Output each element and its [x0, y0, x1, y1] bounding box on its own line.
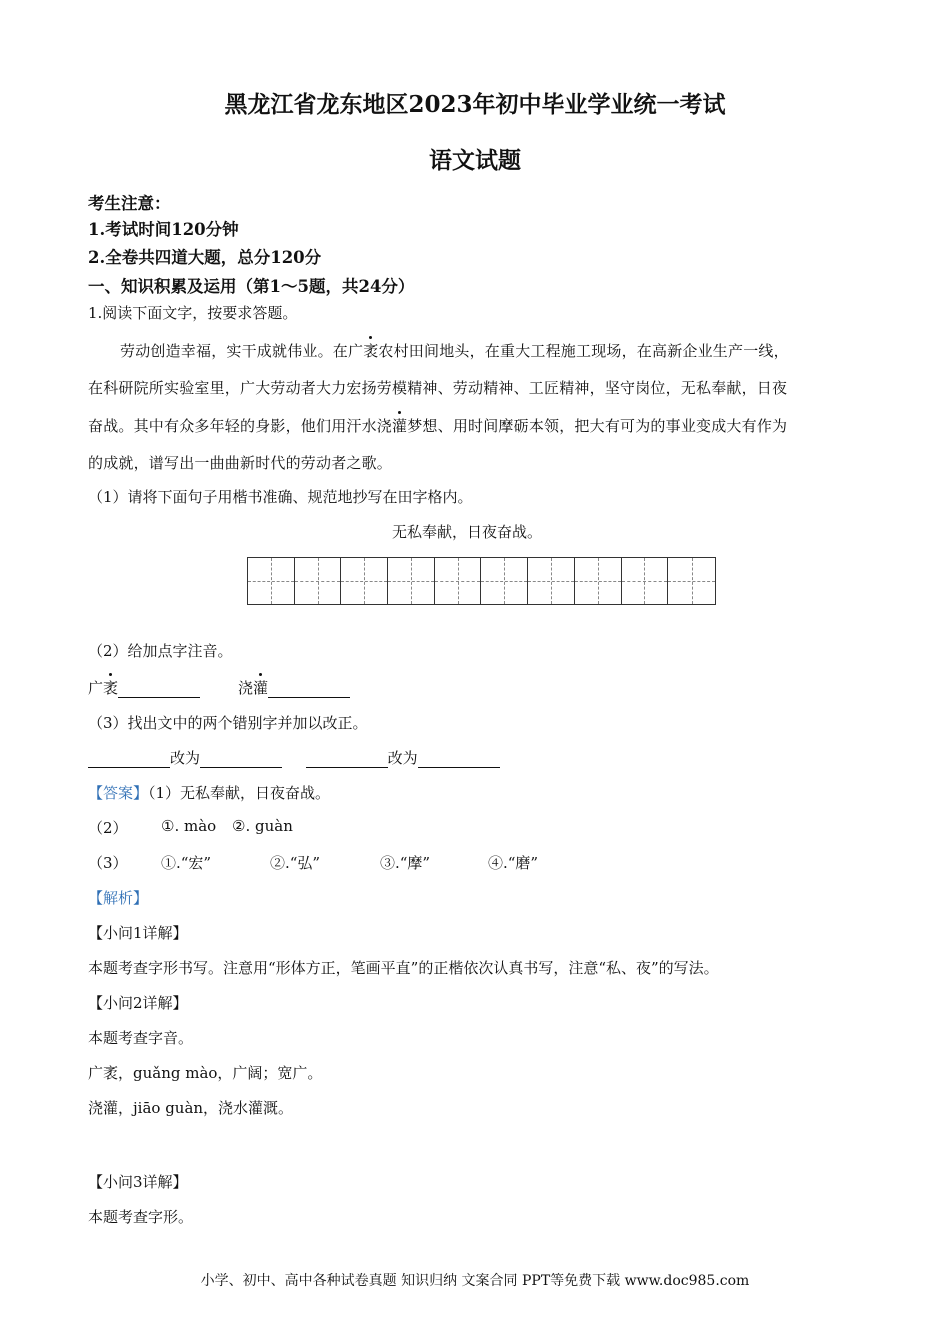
change-label: 改为: [387, 749, 418, 767]
grid-cell[interactable]: [248, 558, 295, 604]
answer-text: （1）无私奉献，日夜奋战。: [148, 784, 331, 802]
passage-text: 农村田间地头，在重大工程施工现场，在高新企业生产一线，: [378, 342, 789, 360]
answer-2-num: （2）: [88, 819, 128, 837]
grid-cell[interactable]: [341, 558, 388, 604]
answer-blank[interactable]: [306, 752, 388, 768]
analysis-q2-text: 本题考查字音。: [88, 1029, 194, 1047]
grid-cell[interactable]: [668, 558, 715, 604]
analysis-q1-text: 本题考查字形书写。注意用“形体方正，笔画平直”的正楷依次认真书写，注意“私、夜”的写法。: [88, 959, 719, 977]
analysis-q2-line-1: 广袤，guǎng mào，广阔；宽广。: [88, 1064, 323, 1082]
grid-cell[interactable]: [528, 558, 575, 604]
answer-3-item-2: ②.“弘”: [270, 854, 321, 872]
passage-text: 劳动创造幸福，实干成就伟业。在广: [120, 342, 364, 360]
grid-cell[interactable]: [481, 558, 528, 604]
exam-subtitle: 语文试题: [429, 147, 521, 174]
sub-question-2: （2）给加点字注音。: [88, 642, 233, 660]
dotted-char: 袤: [103, 679, 119, 697]
analysis-q3-heading: 【小问3详解】: [88, 1173, 188, 1191]
analysis-q1-heading: 【小问1详解】: [88, 924, 188, 942]
correction-blanks: [88, 747, 500, 768]
analysis-q3-text: 本题考查字形。: [88, 1208, 194, 1226]
answer-2-item-1: ①. mào: [161, 817, 217, 835]
dotted-char: 灌: [392, 417, 408, 435]
answer-blank[interactable]: [88, 752, 170, 768]
answer-blank[interactable]: [268, 682, 350, 698]
sub-question-3: （3）找出文中的两个错别字并加以改正。: [88, 714, 368, 732]
dotted-char: 灌: [253, 679, 269, 697]
answer-3-item-3: ③.“摩”: [380, 854, 431, 872]
sub-question-1: （1）请将下面句子用楷书准确、规范地抄写在田字格内。: [88, 488, 473, 506]
grid-cell[interactable]: [575, 558, 622, 604]
answer-label: 【答案】: [88, 784, 149, 802]
analysis-q2-heading: 【小问2详解】: [88, 994, 188, 1012]
passage-text: 梦想、用时间摩砺本领，把大有可为的事业变成大有作为: [407, 417, 788, 435]
word-text: 浇: [238, 679, 254, 697]
notice-heading: 考生注意：: [88, 194, 171, 213]
passage-line-1: [120, 340, 789, 361]
analysis-q2-line-2: 浇灌，jiāo guàn，浇水灌溉。: [88, 1099, 294, 1117]
grid-cell[interactable]: [388, 558, 435, 604]
question-1-prompt: 1.阅读下面文字，按要求答题。: [88, 304, 298, 322]
answer-3-item-1: ①.“宏”: [161, 854, 212, 872]
change-label: 改为: [170, 749, 201, 767]
answer-3-item-4: ④.“磨”: [488, 854, 539, 872]
answer-blank[interactable]: [418, 752, 500, 768]
tianzige-grid[interactable]: [247, 557, 716, 605]
grid-cell[interactable]: [622, 558, 669, 604]
word-text: 广: [88, 679, 104, 697]
passage-line-4: 的成就，谱写出一曲曲新时代的劳动者之歌。: [88, 454, 393, 472]
answer-3-num: （3）: [88, 854, 128, 872]
passage-line-3: [88, 415, 787, 436]
answer-blank[interactable]: [200, 752, 282, 768]
dotted-char: 袤: [363, 342, 379, 360]
answer-blank[interactable]: [118, 682, 200, 698]
analysis-label: 【解析】: [88, 889, 149, 907]
notice-item-2: 2.全卷共四道大题，总分120分: [88, 248, 322, 267]
grid-cell[interactable]: [435, 558, 482, 604]
exam-title: 黑龙江省龙东地区2023年初中毕业学业统一考试: [224, 91, 726, 118]
answer-2-item-2: ②. guàn: [232, 817, 293, 835]
pinyin-blank-1: [88, 677, 200, 698]
pinyin-blank-2: [238, 677, 350, 698]
grid-cell[interactable]: [295, 558, 342, 604]
copy-sentence: 无私奉献，日夜奋战。: [392, 523, 543, 541]
notice-item-1: 1.考试时间120分钟: [88, 220, 239, 239]
page-footer: 小学、初中、高中各种试卷真题 知识归纳 文案合同 PPT等免费下载 www.doc985.com: [200, 1273, 750, 1289]
passage-text: 奋战。其中有众多年轻的身影，他们用汗水浇: [88, 417, 393, 435]
section-1-heading: 一、知识积累及运用（第1～5题，共24分）: [88, 277, 415, 296]
passage-line-2: 在科研院所实验室里，广大劳动者大力宏扬劳模精神、劳动精神、工匠精神，坚守岗位，无私奉献，日夜: [88, 379, 788, 397]
answer-line-1: [88, 782, 330, 803]
